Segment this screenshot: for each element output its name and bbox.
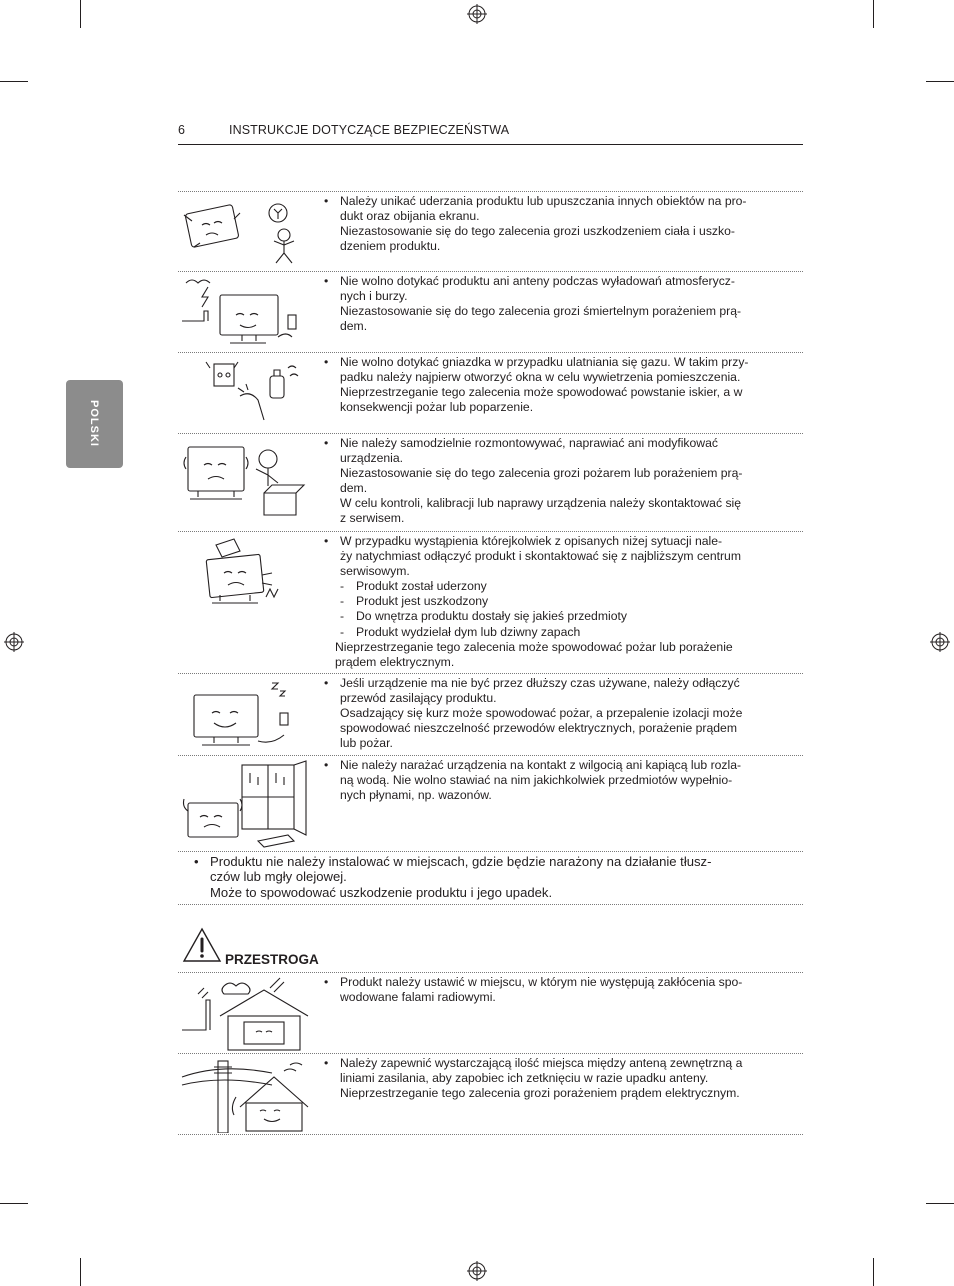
registration-mark-icon — [4, 632, 24, 652]
antenna-power-line-illustration-icon — [180, 1057, 310, 1133]
safety-row — [178, 755, 803, 851]
safety-row — [178, 673, 803, 755]
row-text: • Jeśli urządzenie ma nie być przez dłuższy czas używane, należy odłączyć przewód zasilający produktu. Osadzający się kurz może spowodować pożar, a przepalenie izolacji może spowodować nieszczelność przewodów elektrycznych, porażenie prądem lub pożar. — [324, 676, 743, 751]
crop-mark — [873, 1258, 874, 1286]
impact-warning-illustration-icon — [180, 195, 310, 271]
crop-mark — [80, 1258, 81, 1286]
safety-row-full — [178, 851, 803, 905]
row-text: • Nie należy samodzielnie rozmontowywać, naprawiać ani modyfikować urządzenia. Niezastosowanie się do tego zalecenia grozi pożarem lub porażeniem prą- dem. W celu kontroli, kalibracji lub naprawy urządzenia należy skontaktować się z serwisem. — [324, 436, 743, 526]
registration-mark-icon — [930, 632, 950, 652]
page-title: INSTRUKCJE DOTYCZĄCE BEZPIECZEŃSTWA — [229, 123, 510, 137]
smoke-damage-illustration-icon — [180, 535, 310, 615]
crop-mark — [0, 1203, 28, 1204]
list-item: - Produkt jest uszkodzony — [340, 594, 489, 609]
safety-row — [178, 352, 803, 434]
row-text: • W przypadku wystąpienia którejkolwiek z opisanych niżej sytuacji nale- ży natychmiast odłączyć produkt i skontaktować się z najbliższym centrum serwisowym. - Produkt został uderzony - Produkt jest uszkodzony - Do wnętrza produktu dostały się jakieś przedmioty - Produkt wydzielał dym lub dziwny zapach Nieprzestrzeganie tego zalecenia może spowodować pożar lub porażenie prądem elektrycznym. — [324, 534, 786, 670]
page-header — [178, 122, 803, 145]
safety-row — [178, 433, 803, 532]
row-text: • Produkt należy ustawić w miejscu, w którym nie występują zakłócenia spo- wodowane falami radiowymi. — [324, 975, 743, 1005]
list-item: - Produkt został uderzony — [340, 579, 487, 594]
radio-interference-house-illustration-icon — [180, 976, 310, 1052]
crop-mark — [80, 0, 81, 28]
thunderstorm-antenna-illustration-icon — [180, 275, 310, 351]
disassembly-warning-illustration-icon — [180, 437, 310, 527]
list-item: - Produkt wydzielał dym lub dziwny zapach — [340, 624, 581, 639]
warning-triangle-icon — [182, 927, 222, 963]
caution-row — [178, 1053, 803, 1135]
crop-mark — [926, 81, 954, 82]
caution-label: PRZESTROGA — [225, 952, 319, 967]
row-text: • Nie należy narażać urządzenia na kontakt z wilgocią ani kapiącą lub rozla- ną wodą. Nie wolno stawiać na nim jakichkolwiek przedmiotów wypełnio- nych płynami, np. wazonów. — [324, 758, 742, 803]
language-tab — [66, 380, 123, 468]
crop-mark — [926, 1203, 954, 1204]
safety-row — [178, 191, 803, 272]
row-text: • Produktu nie należy instalować w miejscach, gdzie będzie narażony na działanie tłusz- czów lub mgły olejowej. Może to spowodować uszkodzenie produktu i jego upadek. — [194, 854, 712, 900]
divider — [178, 1134, 803, 1135]
page-number: 6 — [178, 123, 185, 137]
unplug-idle-tv-illustration-icon — [180, 677, 310, 753]
gas-leak-outlet-illustration-icon — [180, 356, 310, 432]
moisture-window-illustration-icon — [180, 759, 310, 849]
row-text: • Należy zapewnić wystarczającą ilość miejsca między anteną zewnętrzną a liniami zasilania, aby zapobiec ich zetknięciu w razie upadku anteny. Nieprzestrzeganie tego zalecenia grozi porażeniem prądem elektrycznym. — [324, 1056, 743, 1101]
caution-heading — [178, 927, 478, 967]
caution-row — [178, 972, 803, 1054]
row-text: • Nie wolno dotykać produktu ani anteny podczas wyładowań atmosferycz- nych i burzy. Niezastosowanie się do tego zalecenia grozi śmiertelnym porażeniem prą- dem. — [324, 274, 742, 334]
registration-mark-icon — [467, 4, 487, 24]
safety-row — [178, 271, 803, 353]
crop-mark — [0, 81, 28, 82]
crop-mark — [873, 0, 874, 28]
language-tab-label: POLSKI — [88, 400, 100, 447]
row-text: • Należy unikać uderzania produktu lub upuszczania innych obiektów na pro- dukt oraz obijania ekranu. Niezastosowanie się do tego zalecenia grozi uszkodzeniem ciała i uszko- dzeniem produktu. — [324, 194, 747, 254]
safety-row — [178, 531, 803, 674]
list-item: - Do wnętrza produktu dostały się jakieś przedmioty — [340, 609, 627, 624]
row-text: • Nie wolno dotykać gniazdka w przypadku ulatniania się gazu. W takim przy- padku należy najpierw otworzyć okna w celu wywietrzenia pomieszczenia. Nieprzestrzeganie tego zalecenia może spowodować powstanie iskier, a w konsekwencji pożar lub poparzenie. — [324, 355, 749, 415]
registration-mark-icon — [467, 1261, 487, 1281]
